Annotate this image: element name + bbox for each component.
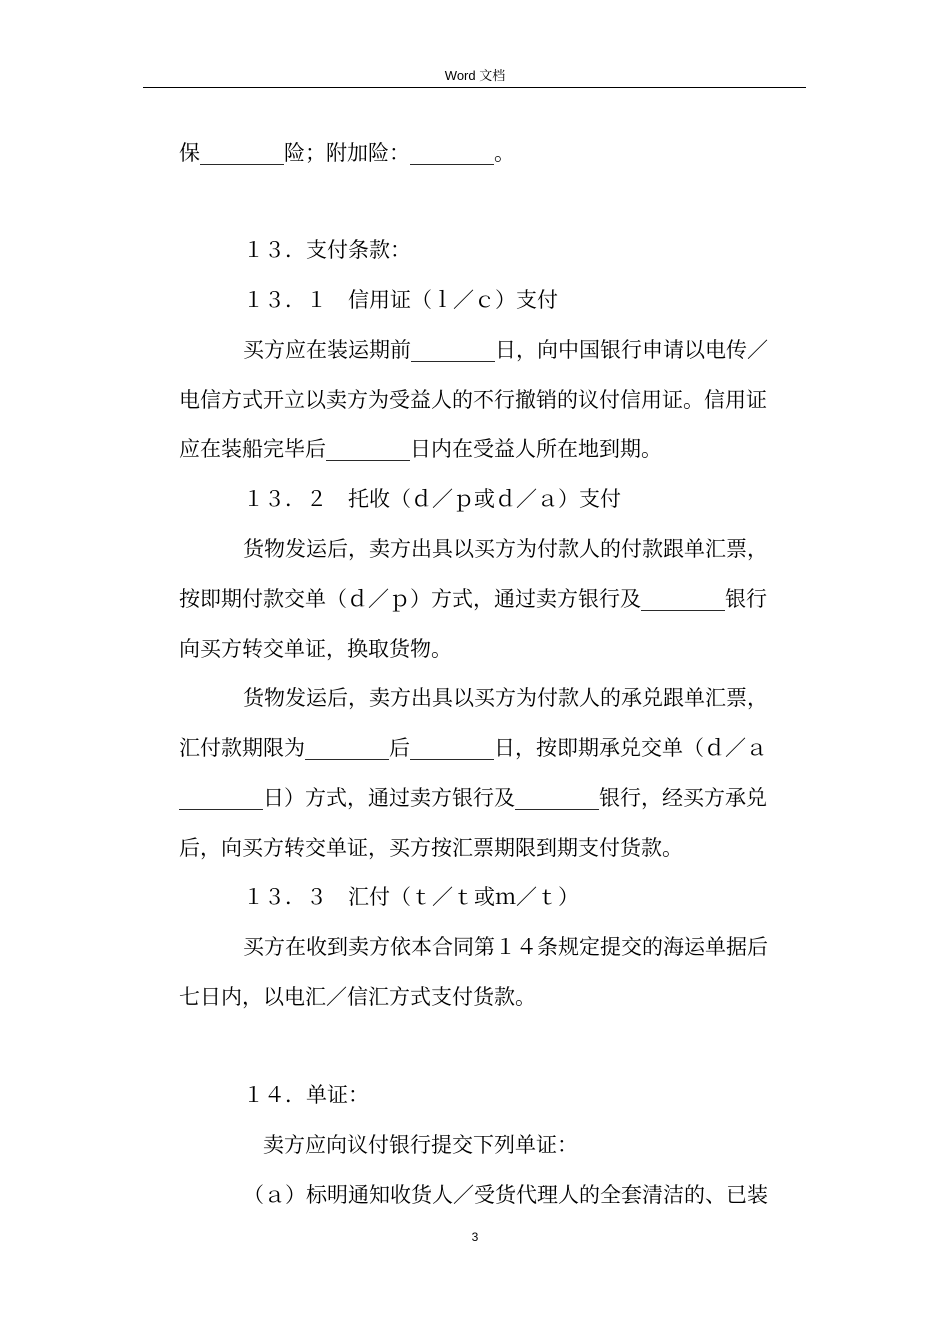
- subsection-heading: １３．１ 信用证（ｌ／ｃ）支付: [243, 288, 558, 312]
- text-line: 电信方式开立以卖方为受益人的不行撤销的议付信用证。信用证: [179, 388, 767, 412]
- text-line: （ａ）标明通知收货人／受货代理人的全套清洁的、已装: [243, 1183, 768, 1207]
- text-line: 汇付款期限为________后________日，按即期承兑交单（ｄ／ａ: [179, 736, 767, 760]
- text-line: 买方在收到卖方依本合同第１４条规定提交的海运单据后: [243, 935, 768, 959]
- section-heading: １４．单证：: [243, 1083, 369, 1107]
- text-line: ________日）方式，通过卖方银行及________银行，经买方承兑: [179, 786, 767, 810]
- header-title: Word 文档: [444, 68, 506, 83]
- text-line: 应在装船完毕后________日内在受益人所在地到期。: [179, 437, 662, 461]
- text-line: 卖方应向议付银行提交下列单证：: [263, 1133, 578, 1157]
- page-number: 3: [471, 1230, 479, 1244]
- text-line: 保________险；附加险：________。: [179, 141, 515, 165]
- text-line: 向买方转交单证，换取货物。: [179, 637, 452, 661]
- text-line: 后，向买方转交单证，买方按汇票期限到期支付货款。: [179, 836, 683, 860]
- subsection-heading: １３．２ 托收（ｄ／ｐ或ｄ／ａ）支付: [243, 487, 621, 511]
- text-line: 按即期付款交单（ｄ／ｐ）方式，通过卖方银行及________银行: [179, 587, 767, 611]
- text-line: 七日内，以电汇／信汇方式支付货款。: [179, 985, 536, 1009]
- subsection-heading: １３．３ 汇付（ｔ／ｔ或ｍ／ｔ）: [243, 885, 579, 909]
- text-line: 货物发运后，卖方出具以买方为付款人的承兑跟单汇票，: [243, 686, 768, 710]
- text-line: 货物发运后，卖方出具以买方为付款人的付款跟单汇票，: [243, 537, 768, 561]
- section-heading: １３．支付条款：: [243, 238, 411, 262]
- header-divider: [143, 87, 806, 88]
- text-line: 买方应在装运期前________日，向中国银行申请以电传／: [243, 338, 768, 362]
